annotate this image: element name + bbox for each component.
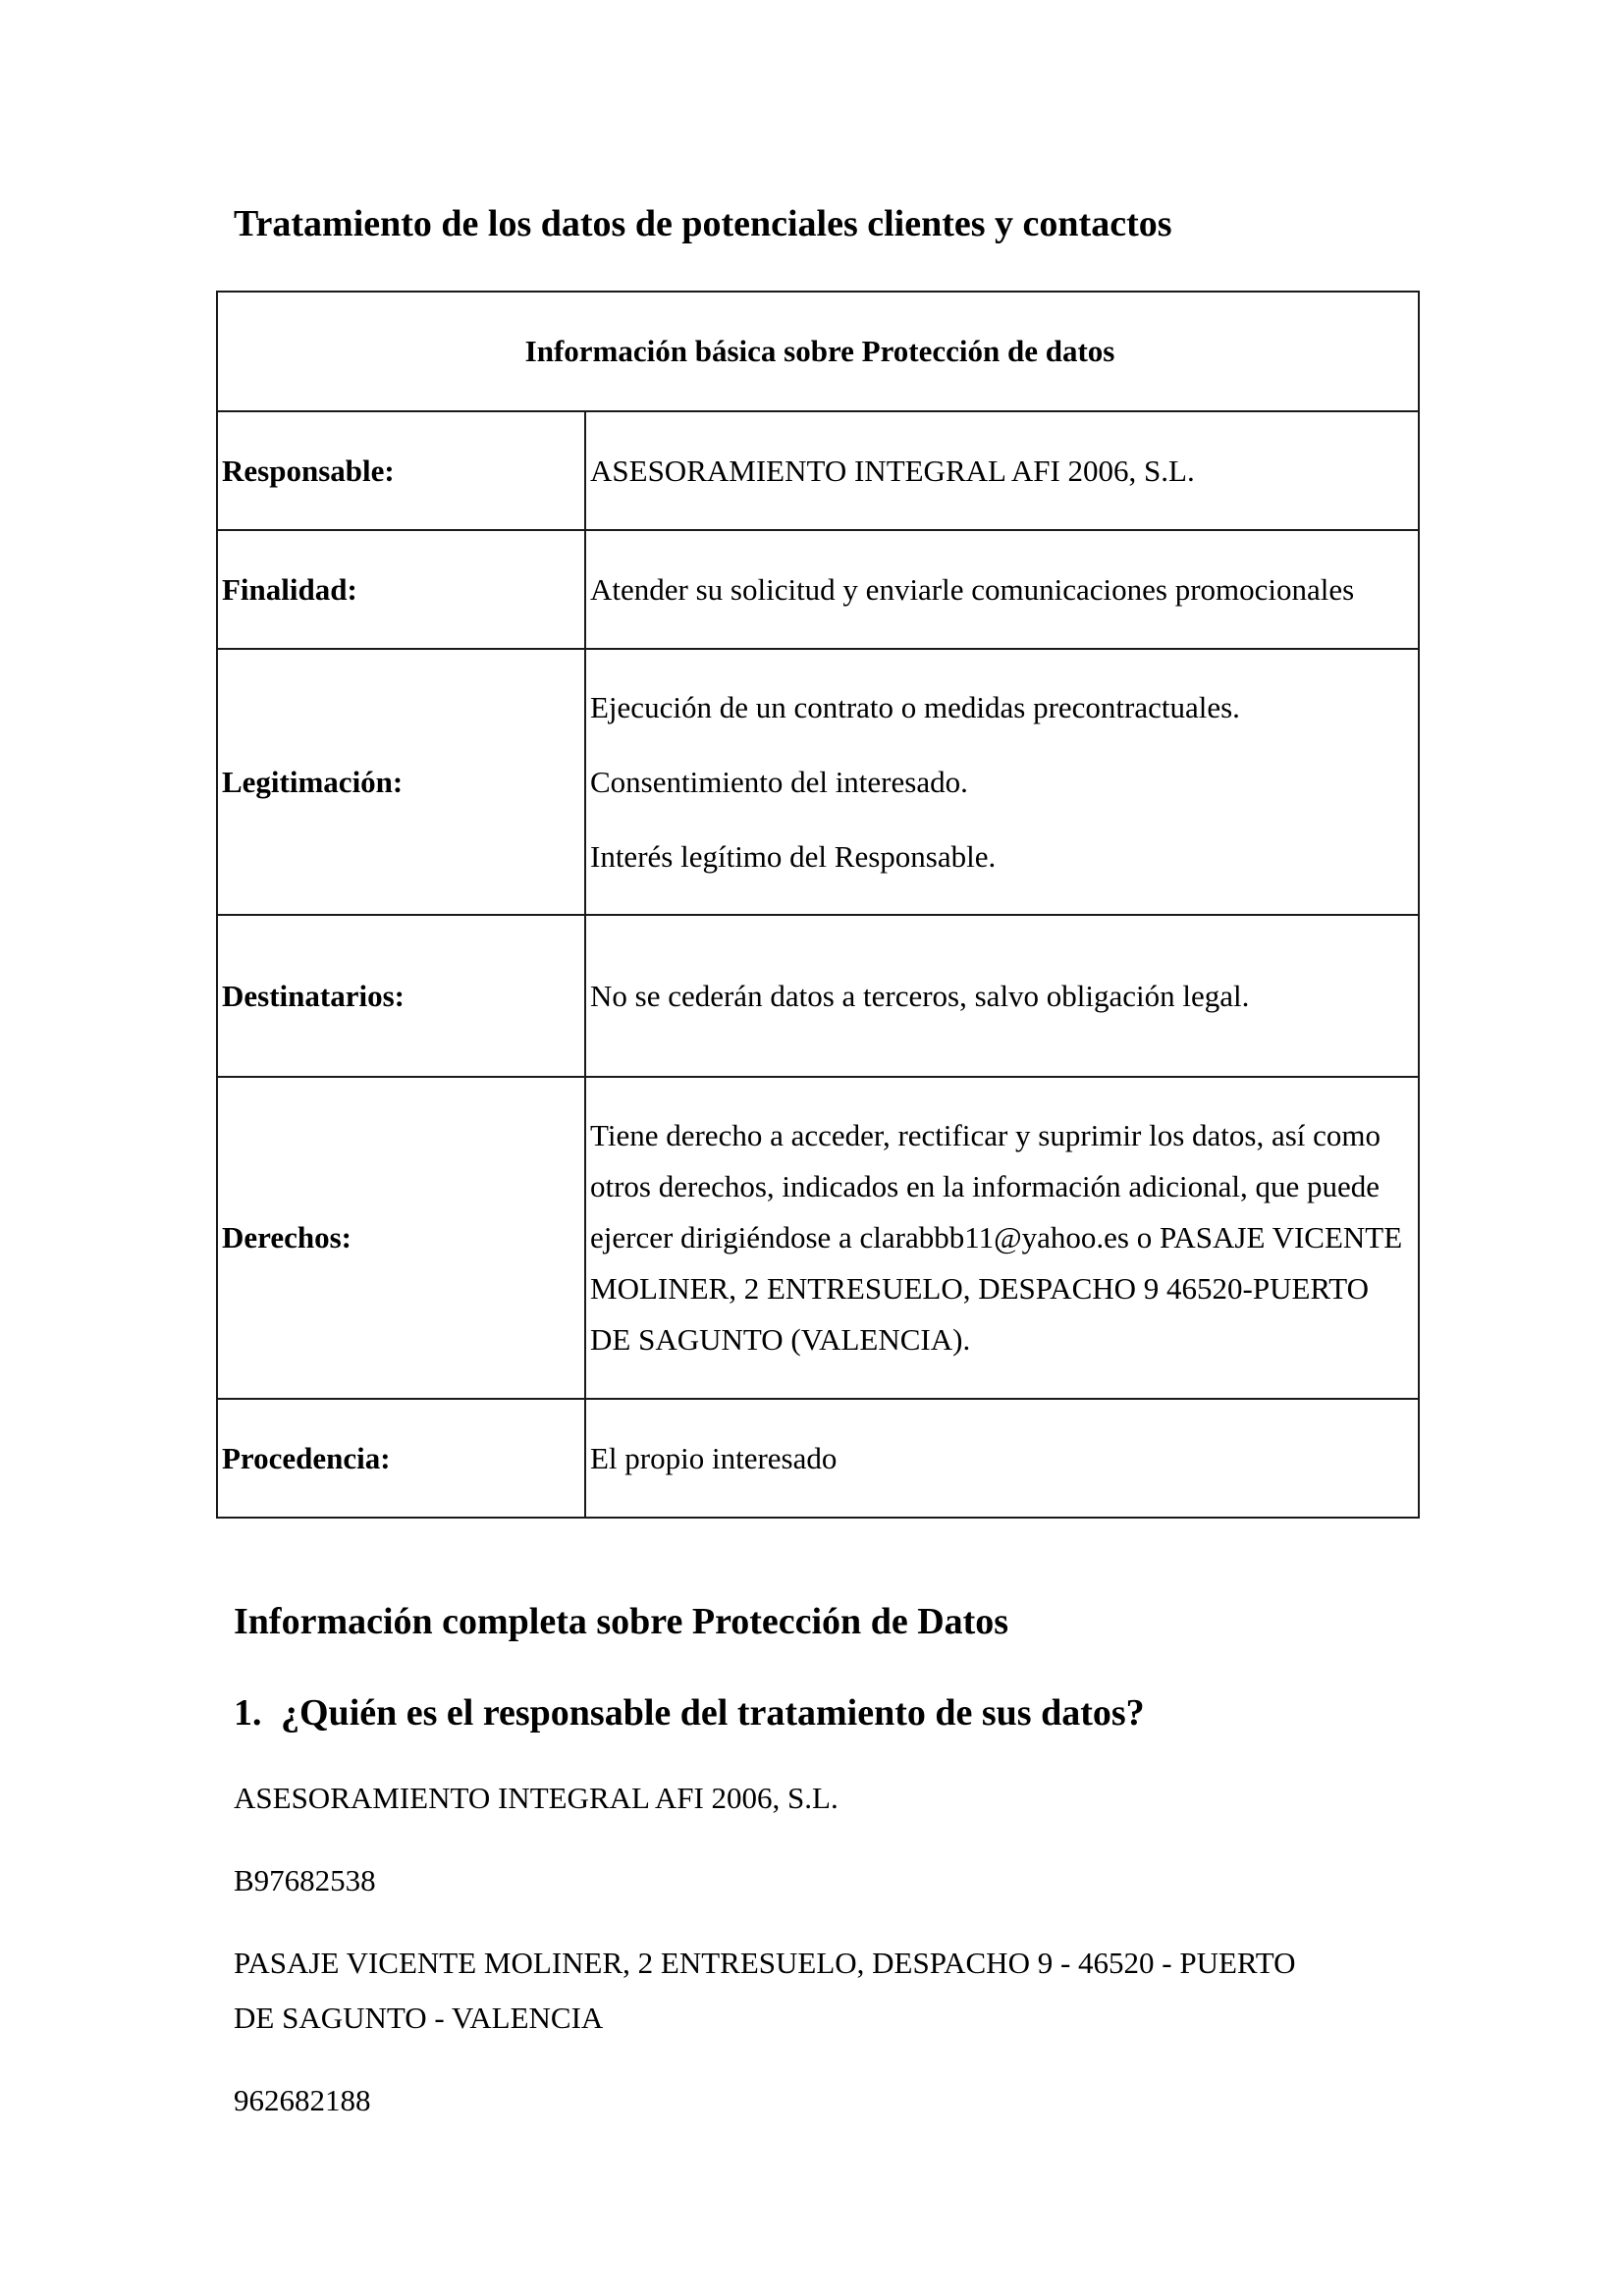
row-label: Responsable: <box>217 411 585 530</box>
question-heading <box>234 1688 1145 1737</box>
row-label: Destinatarios: <box>217 915 585 1077</box>
company-name: ASESORAMIENTO INTEGRAL AFI 2006, S.L. <box>234 1781 839 1815</box>
row-label: Derechos: <box>217 1077 585 1399</box>
row-value: El propio interesado <box>585 1399 1419 1518</box>
table-row-finalidad <box>217 530 1419 649</box>
row-label: Legitimación: <box>217 649 585 915</box>
row-value-line: Tiene derecho a acceder, rectificar y suprimir los datos, así como <box>590 1118 1381 1152</box>
row-value-line: DE SAGUNTO (VALENCIA). <box>590 1322 971 1357</box>
table-header: Información básica sobre Protección de datos <box>217 292 1419 411</box>
phone-number: 962682188 <box>234 2083 371 2117</box>
row-value: Atender su solicitud y enviarle comunicaciones promocionales <box>585 530 1419 649</box>
table-row-derechos <box>217 1077 1419 1399</box>
row-label: Procedencia: <box>217 1399 585 1518</box>
row-value-line: Interés legítimo del Responsable. <box>590 838 997 874</box>
document-title: Tratamiento de los datos de potenciales clientes y contactos <box>234 203 1172 244</box>
row-value <box>585 649 1419 915</box>
row-label: Finalidad: <box>217 530 585 649</box>
address-line-2: DE SAGUNTO - VALENCIA <box>234 2001 604 2035</box>
row-value-line: otros derechos, indicados en la información adicional, que puede <box>590 1169 1380 1203</box>
table-header-row <box>217 292 1419 411</box>
table-row-legitimacion <box>217 649 1419 915</box>
row-value-line: ejercer dirigiéndose a clarabbb11@yahoo.es o PASAJE VICENTE <box>590 1220 1403 1255</box>
table-row-procedencia <box>217 1399 1419 1518</box>
row-value <box>585 1077 1419 1399</box>
data-protection-summary-table <box>216 291 1420 1519</box>
section-title: Información completa sobre Protección de Datos <box>234 1601 1009 1642</box>
table-row-destinatarios <box>217 915 1419 1077</box>
table-row-responsable <box>217 411 1419 530</box>
row-value-line: MOLINER, 2 ENTRESUELO, DESPACHO 9 46520-PUERTO <box>590 1271 1369 1306</box>
row-value-line: Ejecución de un contrato o medidas precontractuales. <box>590 689 1240 724</box>
row-value: No se cederán datos a terceros, salvo obligación legal. <box>585 915 1419 1077</box>
question-number: 1. <box>234 1692 262 1734</box>
address-line-1: PASAJE VICENTE MOLINER, 2 ENTRESUELO, DESPACHO 9 - 46520 - PUERTO <box>234 1946 1296 1980</box>
tax-id: B97682538 <box>234 1863 376 1897</box>
row-value-line: Consentimiento del interesado. <box>590 764 968 799</box>
row-value: ASESORAMIENTO INTEGRAL AFI 2006, S.L. <box>585 411 1419 530</box>
question-text: ¿Quién es el responsable del tratamiento de sus datos? <box>281 1692 1145 1734</box>
